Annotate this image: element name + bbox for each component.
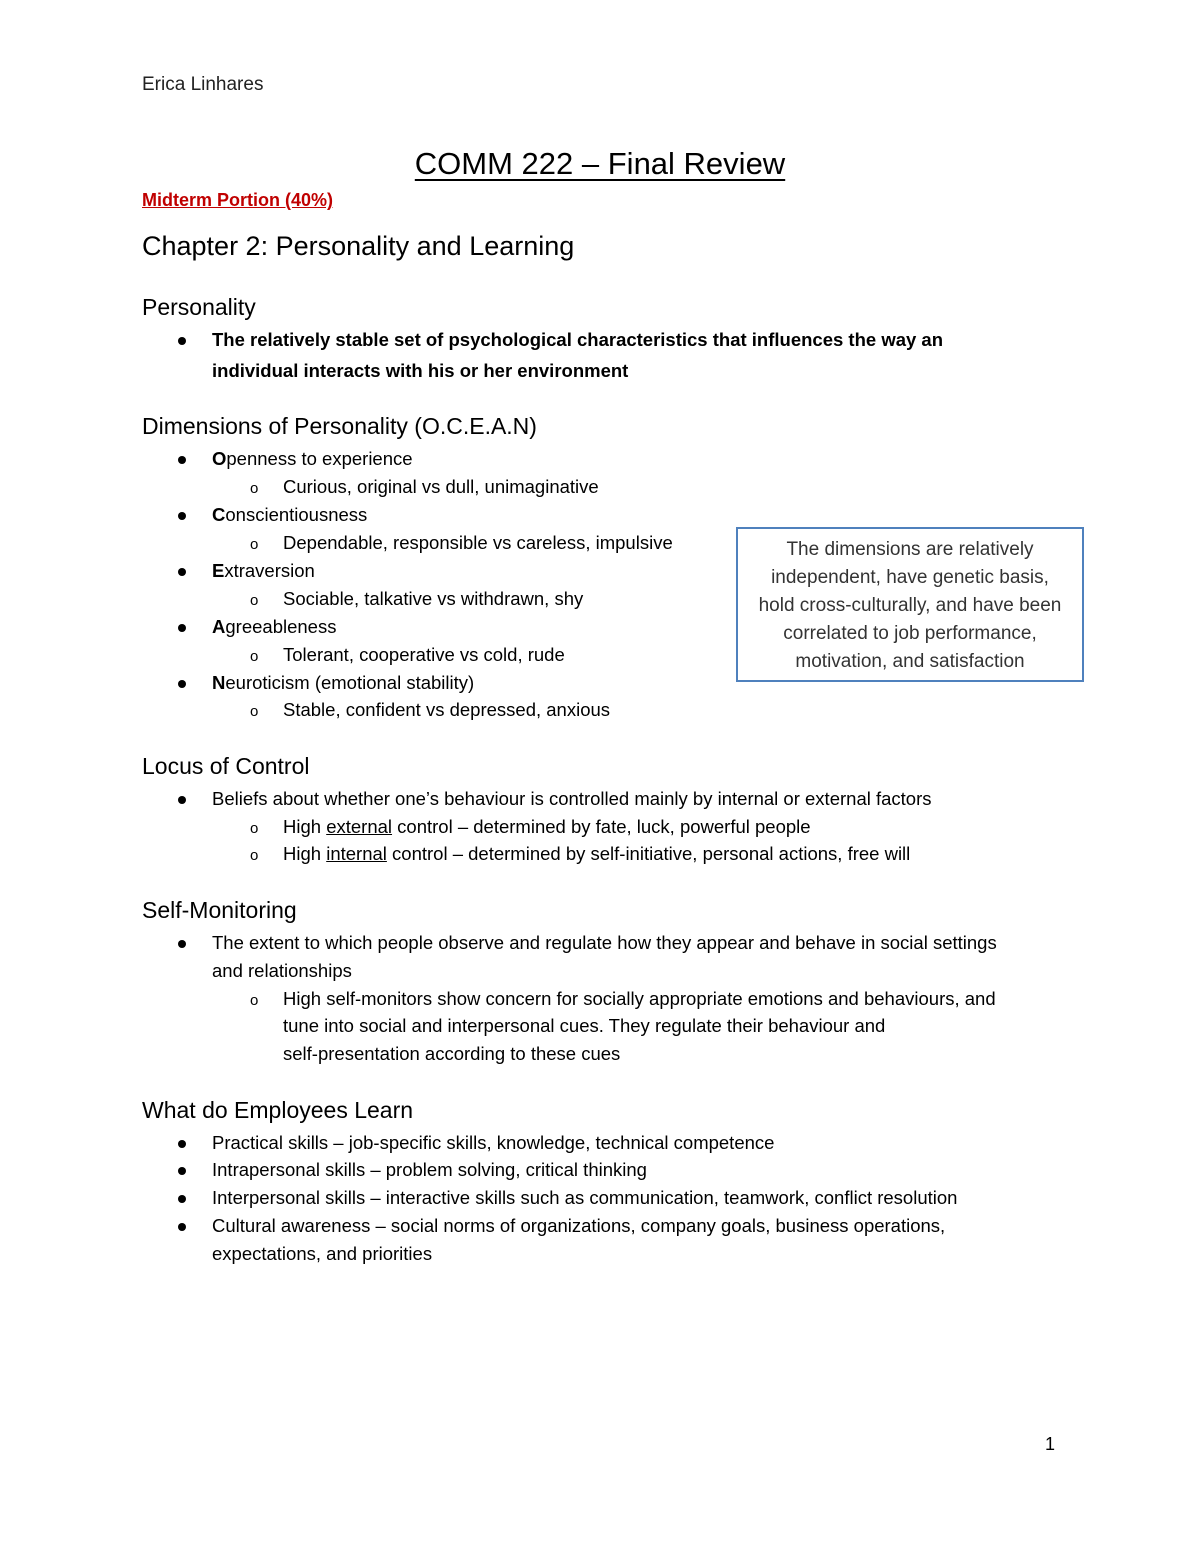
circle-bullet-icon: o xyxy=(250,703,259,720)
ocean-item-extraversion: Extraversion xyxy=(212,560,315,581)
circle-bullet-icon: o xyxy=(250,820,259,837)
locus-heading: Locus of Control xyxy=(142,753,310,779)
learn-heading: What do Employees Learn xyxy=(142,1097,414,1123)
bullet-icon xyxy=(178,624,186,632)
circle-bullet-icon: o xyxy=(250,847,259,864)
bullet-icon xyxy=(178,1167,186,1175)
selfmon-sub-line3: self-presentation according to these cues xyxy=(283,1043,621,1064)
ocean-item-conscientiousness: Conscientiousness xyxy=(212,504,368,525)
locus-external: High external control – determined by fate, luck, powerful people xyxy=(283,816,811,837)
bullet-icon xyxy=(178,940,186,948)
ocean-callout-box xyxy=(736,527,1084,682)
ocean-item-openness: Openness to experience xyxy=(212,448,413,469)
circle-bullet-icon: o xyxy=(250,592,259,609)
selfmon-definition-line2: and relationships xyxy=(212,960,352,981)
callout-line: hold cross-culturally, and have been xyxy=(758,595,1062,616)
page-title: COMM 222 – Final Review xyxy=(414,146,786,181)
circle-bullet-icon: o xyxy=(250,480,259,497)
bullet-icon xyxy=(178,337,186,345)
ocean-sub-conscientiousness: Dependable, responsible vs careless, impulsive xyxy=(283,532,673,553)
chapter-heading: Chapter 2: Personality and Learning xyxy=(142,231,575,261)
section-portion-label: Midterm Portion (40%) xyxy=(142,190,334,210)
selfmon-definition-line1: The extent to which people observe and regulate how they appear and behave in social settings xyxy=(212,932,997,953)
locus-internal: High internal control – determined by self-initiative, personal actions, free will xyxy=(283,843,911,864)
selfmon-heading: Self-Monitoring xyxy=(142,897,297,923)
bullet-icon xyxy=(178,1195,186,1203)
ocean-sub-agreeableness: Tolerant, cooperative vs cold, rude xyxy=(283,644,565,665)
bullet-icon xyxy=(178,796,186,804)
callout-line: independent, have genetic basis, xyxy=(771,567,1049,588)
callout-line: correlated to job performance, xyxy=(783,623,1037,644)
ocean-sub-neuroticism: Stable, confident vs depressed, anxious xyxy=(283,699,611,720)
personality-heading: Personality xyxy=(142,294,256,320)
ocean-sub-extraversion: Sociable, talkative vs withdrawn, shy xyxy=(283,588,584,609)
personality-definition-line2: individual interacts with his or her environment xyxy=(212,360,629,381)
circle-bullet-icon: o xyxy=(250,648,259,665)
learn-item-practical: Practical skills – job-specific skills, knowledge, technical competence xyxy=(212,1132,775,1153)
learn-item-cultural-line2: expectations, and priorities xyxy=(212,1243,433,1264)
selfmon-sub-line1: High self-monitors show concern for socially appropriate emotions and behaviours, and xyxy=(283,988,996,1009)
bullet-icon xyxy=(178,1223,186,1231)
bullet-icon xyxy=(178,512,186,520)
learn-item-cultural-line1: Cultural awareness – social norms of organizations, company goals, business operations, xyxy=(212,1215,946,1236)
bullet-icon xyxy=(178,456,186,464)
callout-line: The dimensions are relatively xyxy=(786,539,1034,560)
circle-bullet-icon: o xyxy=(250,536,259,553)
ocean-item-neuroticism: Neuroticism (emotional stability) xyxy=(212,672,475,693)
bullet-icon xyxy=(178,568,186,576)
bullet-icon xyxy=(178,680,186,688)
ocean-heading: Dimensions of Personality (O.C.E.A.N) xyxy=(142,413,537,439)
bullet-icon xyxy=(178,1140,186,1148)
personality-definition-line1: The relatively stable set of psychological characteristics that influences the way an xyxy=(212,329,944,350)
locus-definition: Beliefs about whether one’s behaviour is controlled mainly by internal or external factors xyxy=(212,788,932,809)
learn-item-intrapersonal: Intrapersonal skills – problem solving, critical thinking xyxy=(212,1159,647,1180)
circle-bullet-icon: o xyxy=(250,992,259,1009)
ocean-item-agreeableness: Agreeableness xyxy=(212,616,337,637)
header-author: Erica Linhares xyxy=(142,74,264,95)
learn-item-interpersonal: Interpersonal skills – interactive skills such as communication, teamwork, conflict resolution xyxy=(212,1187,958,1208)
callout-line: motivation, and satisfaction xyxy=(795,651,1025,672)
page-number: 1 xyxy=(1045,1434,1056,1454)
selfmon-sub-line2: tune into social and interpersonal cues. They regulate their behaviour and xyxy=(283,1015,886,1036)
ocean-sub-openness: Curious, original vs dull, unimaginative xyxy=(283,476,599,497)
